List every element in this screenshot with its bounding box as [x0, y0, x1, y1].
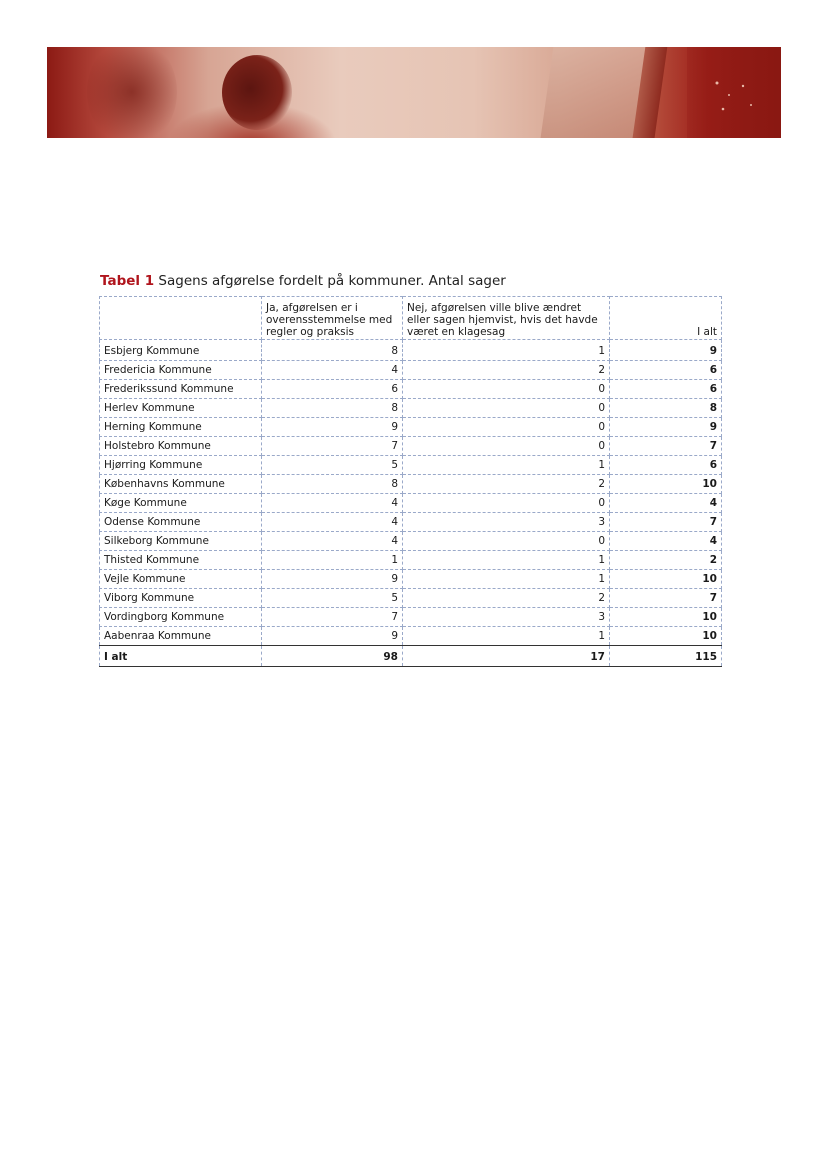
row-municipality: Silkeborg Kommune	[100, 532, 262, 551]
table-row	[100, 418, 722, 437]
table-row	[100, 494, 722, 513]
sum-nej: 17	[403, 646, 610, 667]
row-total: 9	[610, 418, 722, 437]
row-municipality: Thisted Kommune	[100, 551, 262, 570]
row-ja: 9	[262, 627, 403, 646]
row-municipality: Viborg Kommune	[100, 589, 262, 608]
row-municipality: Frederikssund Kommune	[100, 380, 262, 399]
table-row	[100, 437, 722, 456]
header-municipality	[100, 297, 262, 340]
row-ja: 8	[262, 399, 403, 418]
row-nej: 0	[403, 380, 610, 399]
header-total: I alt	[610, 297, 722, 340]
row-nej: 2	[403, 361, 610, 380]
table-row	[100, 456, 722, 475]
municipality-table	[99, 296, 722, 667]
table-caption-text: Sagens afgørelse fordelt på kommuner. Antal sager	[154, 273, 506, 289]
row-nej: 2	[403, 475, 610, 494]
table-row	[100, 627, 722, 646]
row-municipality: Odense Kommune	[100, 513, 262, 532]
row-nej: 3	[403, 608, 610, 627]
banner-figure-head	[222, 55, 292, 130]
row-ja: 1	[262, 551, 403, 570]
row-municipality: Fredericia Kommune	[100, 361, 262, 380]
row-total: 7	[610, 589, 722, 608]
table-row	[100, 380, 722, 399]
row-municipality: Vejle Kommune	[100, 570, 262, 589]
row-ja: 9	[262, 418, 403, 437]
row-nej: 1	[403, 340, 610, 361]
sum-label: I alt	[100, 646, 262, 667]
row-municipality: Aabenraa Kommune	[100, 627, 262, 646]
row-total: 8	[610, 399, 722, 418]
table-row	[100, 570, 722, 589]
row-nej: 0	[403, 437, 610, 456]
table-row	[100, 589, 722, 608]
row-ja: 8	[262, 340, 403, 361]
header-banner-image	[47, 47, 781, 138]
row-total: 9	[610, 340, 722, 361]
table-row	[100, 532, 722, 551]
row-municipality: Herning Kommune	[100, 418, 262, 437]
table-row	[100, 399, 722, 418]
row-ja: 4	[262, 532, 403, 551]
row-municipality: Køge Kommune	[100, 494, 262, 513]
row-ja: 6	[262, 380, 403, 399]
row-nej: 1	[403, 456, 610, 475]
row-total: 10	[610, 627, 722, 646]
row-ja: 5	[262, 589, 403, 608]
row-total: 10	[610, 608, 722, 627]
row-municipality: Vordingborg Kommune	[100, 608, 262, 627]
row-ja: 4	[262, 513, 403, 532]
row-nej: 0	[403, 532, 610, 551]
row-municipality: Københavns Kommune	[100, 475, 262, 494]
row-nej: 1	[403, 551, 610, 570]
banner-figure-left	[87, 47, 177, 138]
row-total: 7	[610, 437, 722, 456]
row-municipality: Hjørring Kommune	[100, 456, 262, 475]
row-ja: 5	[262, 456, 403, 475]
row-total: 6	[610, 456, 722, 475]
table-row	[100, 551, 722, 570]
table-header-row	[100, 297, 722, 340]
row-total: 4	[610, 494, 722, 513]
row-ja: 4	[262, 494, 403, 513]
row-total: 10	[610, 570, 722, 589]
row-municipality: Holstebro Kommune	[100, 437, 262, 456]
table-row	[100, 475, 722, 494]
table-row	[100, 340, 722, 361]
table-row	[100, 608, 722, 627]
table-caption	[100, 272, 720, 290]
header-nej: Nej, afgørelsen ville blive ændret eller sagen hjemvist, hvis det havde været en klagesag	[403, 297, 610, 340]
table-sum-row	[100, 646, 722, 667]
row-total: 2	[610, 551, 722, 570]
row-ja: 4	[262, 361, 403, 380]
row-ja: 8	[262, 475, 403, 494]
header-ja: Ja, afgørelsen er i overensstemmelse med regler og praksis	[262, 297, 403, 340]
row-total: 4	[610, 532, 722, 551]
row-municipality: Esbjerg Kommune	[100, 340, 262, 361]
row-total: 6	[610, 361, 722, 380]
row-total: 7	[610, 513, 722, 532]
row-nej: 1	[403, 627, 610, 646]
row-ja: 7	[262, 437, 403, 456]
row-nej: 0	[403, 418, 610, 437]
sum-total: 115	[610, 646, 722, 667]
row-nej: 0	[403, 399, 610, 418]
row-nej: 0	[403, 494, 610, 513]
sum-ja: 98	[262, 646, 403, 667]
table-row	[100, 513, 722, 532]
row-ja: 7	[262, 608, 403, 627]
row-ja: 9	[262, 570, 403, 589]
table-caption-label: Tabel 1	[100, 273, 155, 289]
table-row	[100, 361, 722, 380]
row-total: 6	[610, 380, 722, 399]
row-municipality: Herlev Kommune	[100, 399, 262, 418]
row-nej: 3	[403, 513, 610, 532]
row-nej: 2	[403, 589, 610, 608]
row-total: 10	[610, 475, 722, 494]
row-nej: 1	[403, 570, 610, 589]
banner-texture	[709, 77, 759, 117]
